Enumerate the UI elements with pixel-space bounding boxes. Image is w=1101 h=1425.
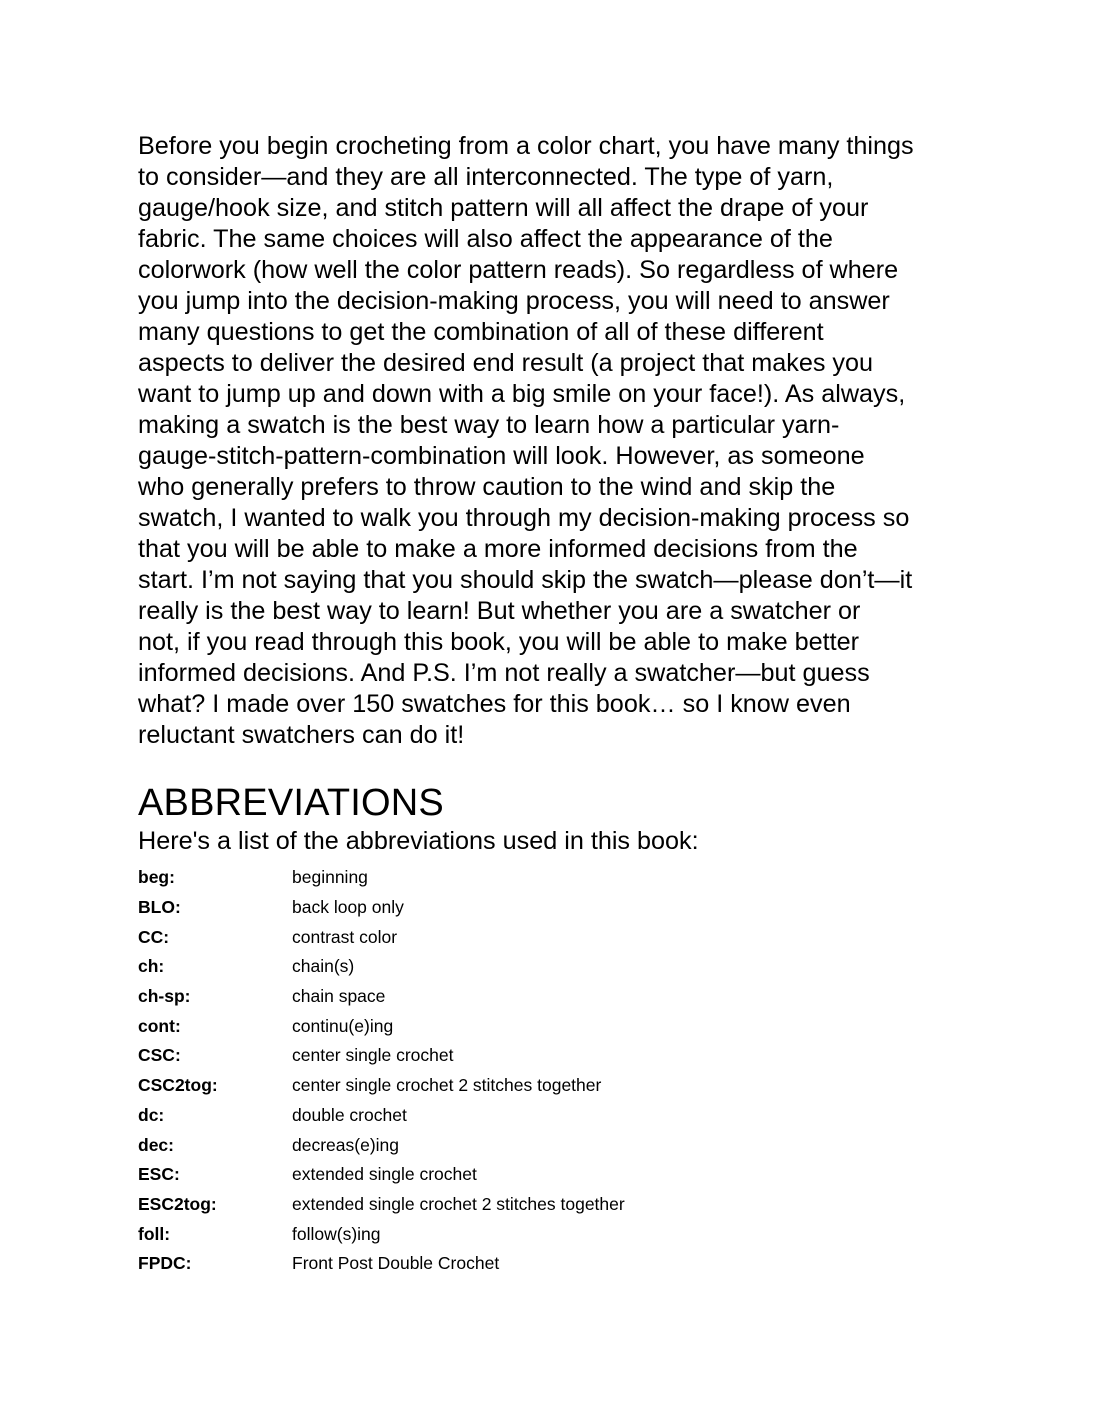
intro-line: really is the best way to learn! But whether you are a swatcher or	[138, 597, 861, 625]
intro-line: fabric. The same choices will also affect the appearance of the	[138, 225, 833, 253]
intro-line: many questions to get the combination of all of these different	[138, 318, 824, 346]
intro-paragraph	[138, 131, 968, 751]
abbreviation-definition: extended single crochet	[292, 1164, 477, 1185]
abbreviation-row	[138, 982, 968, 1012]
abbreviation-term: foll:	[138, 1223, 171, 1244]
abbreviation-term: ESC2tog:	[138, 1193, 217, 1214]
abbreviation-row	[138, 922, 968, 952]
abbreviation-definition: decreas(e)ing	[292, 1134, 399, 1155]
intro-line: what? I made over 150 swatches for this book… so I know even	[138, 690, 851, 718]
intro-line: want to jump up and down with a big smile on your face!). As always,	[138, 380, 906, 408]
abbreviation-definition: Front Post Double Crochet	[292, 1253, 500, 1274]
section-subheading: Here's a list of the abbreviations used in this book:	[138, 827, 699, 855]
intro-line: reluctant swatchers can do it!	[138, 721, 465, 749]
abbreviation-term: cont:	[138, 1015, 181, 1036]
abbreviation-row	[138, 1071, 968, 1101]
intro-line: Before you begin crocheting from a color chart, you have many things	[138, 132, 914, 160]
abbreviation-row	[138, 1101, 968, 1131]
intro-line: you jump into the decision-making process, you will need to answer	[138, 287, 890, 315]
abbreviation-row	[138, 1041, 968, 1071]
abbreviation-definition: beginning	[292, 867, 368, 888]
abbreviation-term: CSC:	[138, 1045, 181, 1066]
abbreviation-row	[138, 1160, 968, 1190]
section-heading: ABBREVIATIONS	[138, 782, 444, 824]
abbreviation-term: beg:	[138, 867, 175, 888]
abbreviation-term: ESC:	[138, 1164, 180, 1185]
abbreviation-row	[138, 863, 968, 893]
intro-line: gauge/hook size, and stitch pattern will all affect the drape of your	[138, 194, 869, 222]
abbreviation-definition: contrast color	[292, 926, 398, 947]
abbreviation-definition: center single crochet	[292, 1045, 454, 1066]
abbreviation-definition: chain(s)	[292, 956, 355, 977]
intro-line: colorwork (how well the color pattern reads). So regardless of where	[138, 256, 899, 284]
abbreviation-term: ch:	[138, 956, 165, 977]
intro-line: aspects to deliver the desired end result (a project that makes you	[138, 349, 874, 377]
abbreviation-term: dec:	[138, 1134, 174, 1155]
abbreviation-term: dc:	[138, 1104, 165, 1125]
abbreviation-definition: extended single crochet 2 stitches together	[292, 1193, 625, 1214]
abbreviation-term: FPDC:	[138, 1253, 192, 1274]
intro-line: who generally prefers to throw caution to the wind and skip the	[138, 473, 836, 501]
intro-line: making a swatch is the best way to learn how a particular yarn-	[138, 411, 840, 439]
intro-line: to consider—and they are all interconnected. The type of yarn,	[138, 163, 834, 191]
abbreviation-row	[138, 952, 968, 982]
abbreviation-row	[138, 1190, 968, 1220]
abbreviation-term: CC:	[138, 926, 170, 947]
abbreviation-term: BLO:	[138, 897, 181, 918]
abbreviation-row	[138, 893, 968, 923]
abbreviation-definition: double crochet	[292, 1104, 407, 1125]
abbreviation-row	[138, 1219, 968, 1249]
abbreviation-definition: follow(s)ing	[292, 1223, 381, 1244]
abbreviation-term: CSC2tog:	[138, 1075, 218, 1096]
abbreviation-list	[138, 863, 968, 1279]
abbreviation-row	[138, 1130, 968, 1160]
abbreviation-row	[138, 1011, 968, 1041]
document-page	[138, 131, 968, 1279]
abbreviation-definition: chain space	[292, 986, 386, 1007]
intro-line: that you will be able to make a more informed decisions from the	[138, 535, 858, 563]
abbreviation-definition: center single crochet 2 stitches together	[292, 1075, 602, 1096]
intro-line: not, if you read through this book, you will be able to make better	[138, 628, 860, 656]
intro-line: gauge-stitch-pattern-combination will look. However, as someone	[138, 442, 865, 470]
intro-line: informed decisions. And P.S. I’m not really a swatcher—but guess	[138, 659, 870, 687]
abbreviation-definition: continu(e)ing	[292, 1015, 394, 1036]
intro-line: start. I’m not saying that you should skip the swatch—please don’t—it	[138, 566, 913, 594]
abbreviation-definition: back loop only	[292, 897, 404, 918]
abbreviation-term: ch-sp:	[138, 986, 191, 1007]
abbreviation-row	[138, 1249, 968, 1279]
intro-line: swatch, I wanted to walk you through my decision-making process so	[138, 504, 910, 532]
